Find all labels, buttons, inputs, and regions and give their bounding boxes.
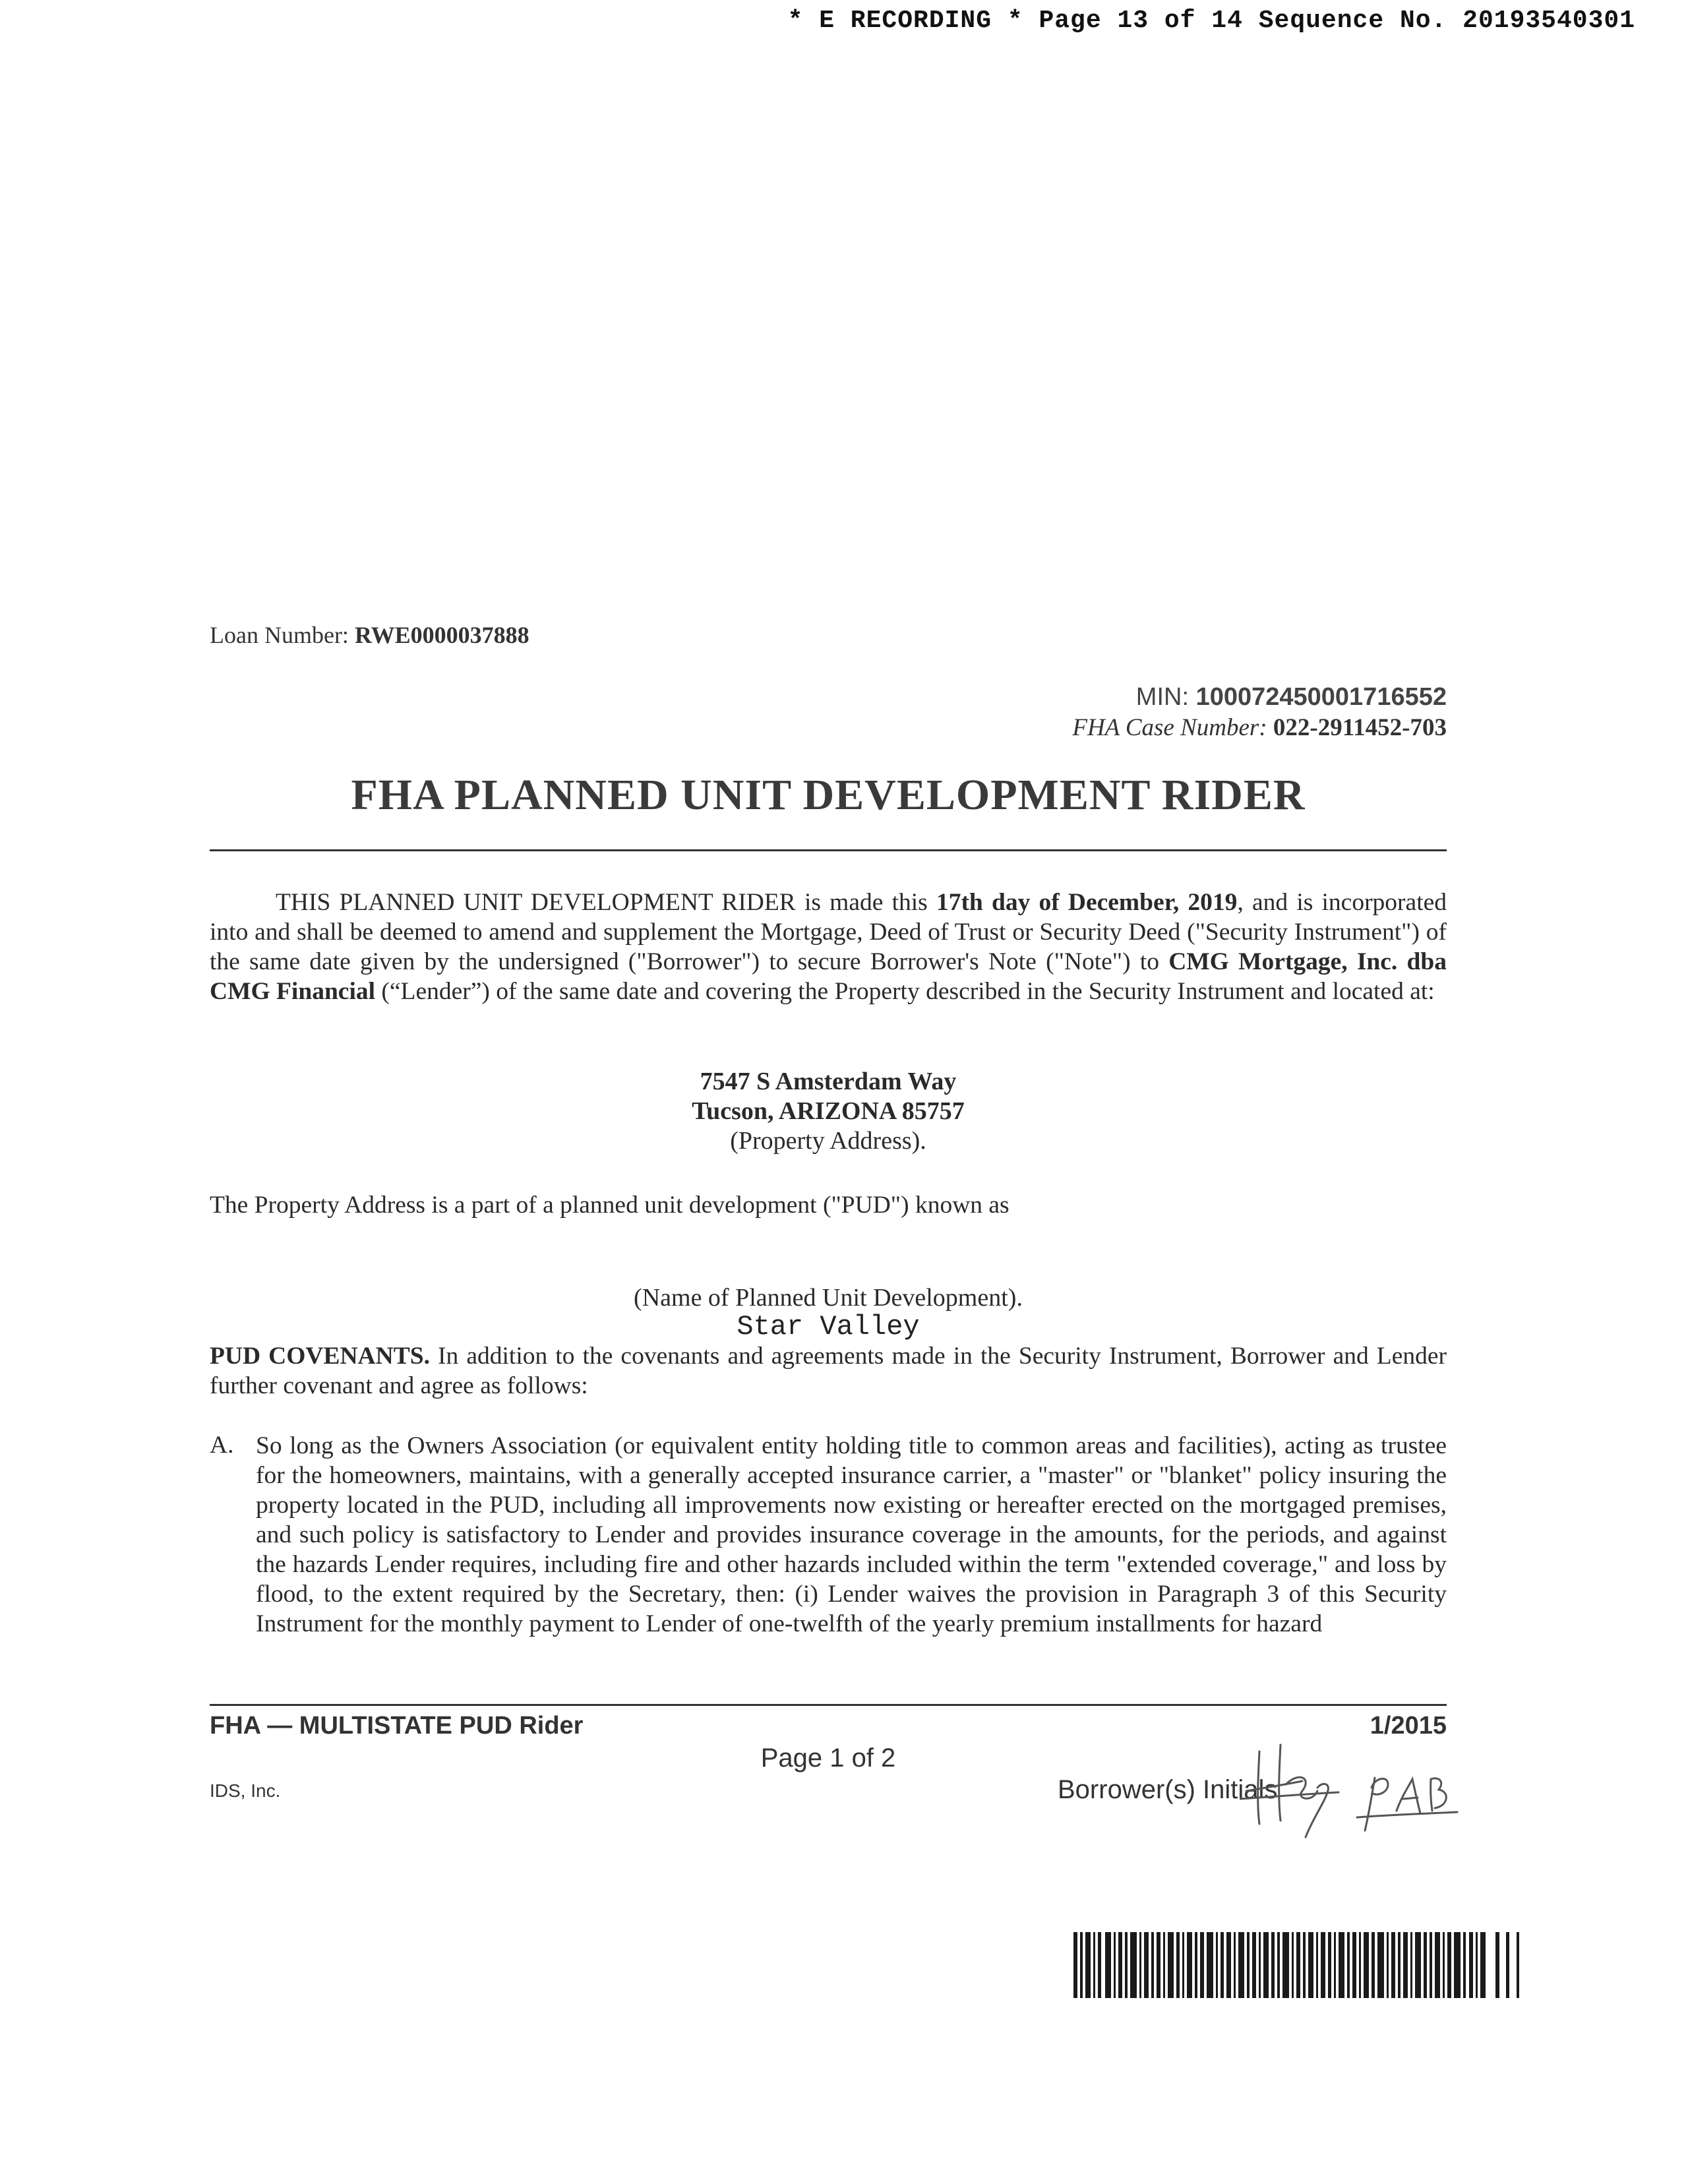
intro-paragraph [210, 888, 1447, 1006]
loan-number-label: Loan Number: [210, 622, 349, 648]
footer-page-number: Page 1 of 2 [760, 1744, 896, 1773]
covenants-heading: PUD COVENANTS. [210, 1343, 430, 1370]
footer-divider [210, 1704, 1447, 1706]
property-address-block [210, 1067, 1447, 1156]
address-line-1: 7547 S Amsterdam Way [700, 1068, 957, 1095]
address-label: (Property Address). [730, 1127, 926, 1155]
document-title: FHA PLANNED UNIT DEVELOPMENT RIDER [351, 771, 1306, 819]
barcode-image [1073, 1932, 1528, 1998]
address-line-2: Tucson, ARIZONA 85757 [692, 1097, 965, 1125]
loan-number [210, 621, 529, 649]
recording-header: * E RECORDING * Page 13 of 14 Sequence No. 20193540301 [787, 7, 1635, 35]
intro-text-3: (“Lender”) of the same date and covering the Property described in the Security Instrument and located at: [375, 978, 1435, 1005]
min-number [1136, 683, 1447, 712]
min-label: MIN: [1135, 683, 1190, 711]
rider-date: 17th day of December, 2019 [936, 889, 1238, 916]
footer-vendor: IDS, Inc. [210, 1780, 281, 1801]
borrower-initials-signature [1240, 1725, 1477, 1850]
pud-intro-text: The Property Address is a part of a planned unit development ("PUD") known as [210, 1192, 1010, 1219]
covenant-a-letter: A. [210, 1432, 234, 1459]
lender-name: CMG Mortgage, Inc. dba CMG Financial [210, 948, 1447, 1005]
pud-covenants-paragraph [210, 1341, 1447, 1401]
intro-text-2: , and is incorporated into and shall be deemed to amend and supplement the Mortgage, Deed of Trust or Security Deed ("Security Instrument") of the same date given by the undersigned ("Borrower") to secure Borrower's Note ("Note") to [210, 889, 1447, 975]
pud-name-value: Star Valley [737, 1311, 920, 1343]
fha-case-number [1072, 713, 1447, 742]
covenant-a-text: So long as the Owners Association (or equivalent entity holding title to common areas and facilities), acting as trustee for the homeowners, maintains, with a generally accepted insurance carrier, a "master" or "blanket" policy insuring the property located in the PUD, including all improvements now existing or hereafter erected on the mortgaged premises, and such policy is satisfactory to Lender and provides insurance coverage in the amounts, for the periods, and against the hazards Lender requires, including fire and other hazards included within the term "extended coverage," and loss by flood, to the extent required by the Secretary, then: (i) Lender waives the provision in Paragraph 3 of this Security Instrument for the monthly payment to Lender of one-twelfth of the yearly premium installments for hazard [256, 1432, 1447, 1637]
footer-form-date: 1/2015 [1370, 1712, 1447, 1740]
title-divider [210, 849, 1447, 851]
fha-case-value: 022-2911452-703 [1273, 714, 1447, 741]
min-value: 100072450001716552 [1195, 683, 1447, 711]
intro-text-1: THIS PLANNED UNIT DEVELOPMENT RIDER is made this [276, 889, 936, 916]
footer-form-name: FHA — MULTISTATE PUD Rider [210, 1712, 584, 1740]
borrower-initials-label: Borrower(s) Initials [1058, 1775, 1278, 1804]
fha-case-label: FHA Case Number: [1072, 714, 1267, 741]
loan-number-value: RWE0000037888 [354, 622, 529, 648]
covenants-text: In addition to the covenants and agreements made in the Security Instrument, Borrower and Lender further covenant and agree as follows: [210, 1343, 1447, 1399]
pud-name-label: (Name of Planned Unit Development). [634, 1284, 1023, 1312]
